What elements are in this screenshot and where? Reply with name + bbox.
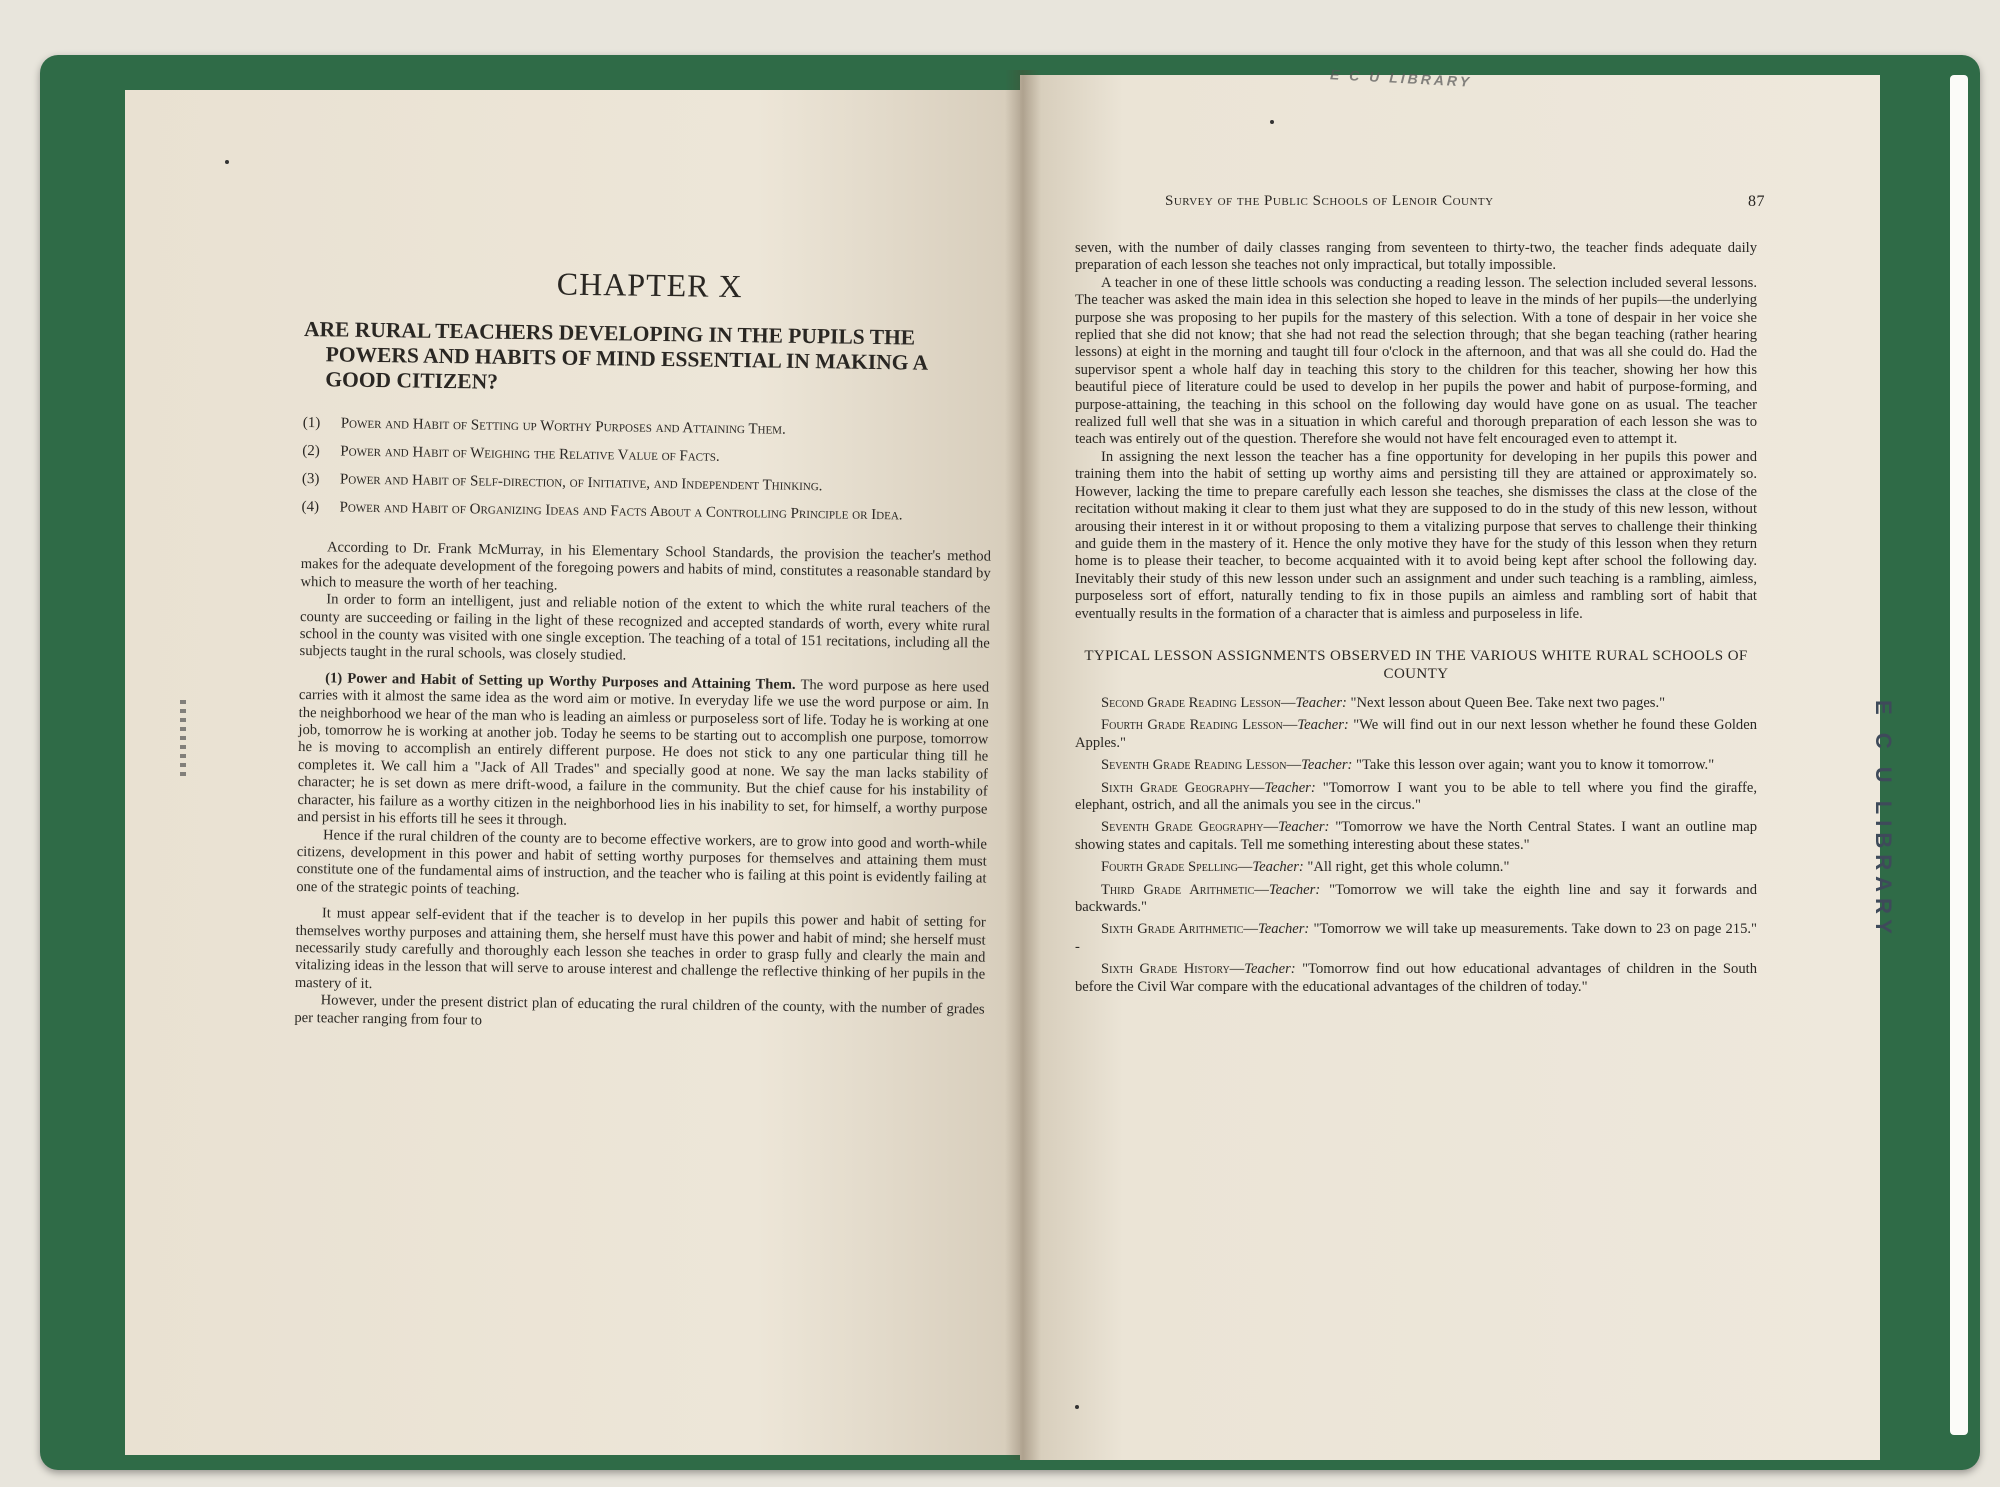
assignment-item: Third Grade Arithmetic—Teacher: "Tomorrow we will take the eighth line and say it forwards and backwards." [1075,881,1757,915]
assignment-item: Sixth Grade Geography—Teacher: "Tomorrow I want you to be able to tell where you find the giraffe, elephant, ostrich, and all the animals you see in the circus." [1075,779,1757,813]
assignment-item: Seventh Grade Reading Lesson—Teacher: "Take this lesson over again; want you to know it tomorrow." [1101,757,1715,774]
running-head [1165,193,1765,211]
running-head-title: Survey of the Public Schools of Lenoir County [1165,193,1494,209]
right-page-text [1075,240,1757,1001]
paragraph: In order to form an intelligent, just and reliable notion of the extent to which the white rural teachers of the county are succeeding or failing in the light of these recognized and accepted standards of worth, every white rural school in the county was visited with one single exception. The teaching of a total of 151 recitations, including all the subjects taught in the rural schools, was closely studied. [299,591,991,664]
library-stamp-top: E C U LIBRARY [1329,66,1473,90]
assignment-item: Sixth Grade Arithmetic—Teacher: "Tomorrow we will take up measurements. Take down to 23 on page 215." - [1075,921,1757,955]
speck [1270,120,1274,124]
paragraph: Hence if the rural children of the county are to become effective workers, are to grow into good and worth-while citizens, development in this power and habit of setting worthy purposes for themselves and attaining them must constitute one of the fundamental aims of instruction, and the teacher who is failing at this point is evidently failing at one of the strategic points of teaching. [296,826,988,898]
paragraph: seven, with the number of daily classes ranging from seventeen to thirty-two, the teacher finds adequate daily preparation of each lesson she teaches not only impractical, but totally impossible. [1075,240,1757,274]
paragraph: A teacher in one of these little schools was conducting a reading lesson. The selection included several lessons. The teacher was asked the main idea in this selection she hoped to leave in the minds of her pupils—the underlying purpose she was proposing to her pupils for the mastery of this selection. With a tone of despair in her voice she replied that she did not know; that she had not read the selection through; that she began teaching (rather hearing lessons) at eight in the morning and taught till four o'clock in the afternoon, and that was all she could do. Had the supervisor spent a whole half day in teaching this story to the children for this teacher, showing her how this beautiful piece of literature could be used to develop in her pupils the power and habit of purpose-forming, and purpose-attaining, the teaching in this school on the following day would have gone on as usual. The teacher realized full well that she was in a situation in which careful and thorough preparation of each lesson she was to teach was entirely out of the question. Therefore she would not have felt encouraged even to attempt it. [1075,274,1757,448]
speck [1075,1405,1079,1409]
library-stamp-spine: E C U LIBRARY [1871,700,1896,940]
speck [225,160,229,164]
paragraph: According to Dr. Frank McMurray, in his Elementary School Standards, the provision the teacher's method makes for the adequate development of the foregoing powers and habits of mind, constitutes a reasonable standard by which to measure the worth of her teaching. [300,539,992,594]
paragraph-section-1: (1) Power and Habit of Setting up Worthy Purposes and Attaining Them. The word purpose as here used carries with it almost the same idea as the word aim or motive. In everyday life we use the word purpose or aim. In the neighborhood we hear of the man who is leading an aimless or purposeless sort of life. Today he is working at one job, tomorrow he is working at another job. Today he seems to be starting out to accomplish one purpose, tomorrow he is moving to accomplish an entirely different purpose. He does not stick to any one particular thing till he completes it. We call him a "Jack of All Trades" and specially good at none. We say the man lacks stability of character; he is set down as mere drift-wood, a failure in the community. But the chief cause for his instability of character, his failure as a worthy citizen in the neighborhood lies in his inability to set, for himself, a worthy purpose and persist in his efforts till he sees it through. [297,670,990,829]
assignment-item: Seventh Grade Geography—Teacher: "Tomorrow we have the North Central States. I want an outline map showing states and capitals. Tell me something interesting about these states." [1075,819,1757,853]
paragraph: However, under the present district plan of educating the rural children of the county, with the number of grades per teacher ranging from four to [294,992,985,1029]
page-number: 87 [1748,193,1765,210]
left-page-text [294,262,995,1037]
paragraph: In assigning the next lesson the teacher has a fine opportunity for developing in her pupils this power and training them into the habit of setting up worthy aims and persisting till they are attained or approximately so. However, lacking the time to prepare carefully each lesson she teaches, she dismisses the class at the close of the recitation without making it clear to them just what they are supposed to do in the study of this new lesson, without arousing their interest in it or without proposing to them a vitalizing purpose that serves to challenge their thinking and guide them in the mastery of it. Hence the only motive they have for the study of this lesson when they return home is to please their teacher, to become acquainted with it to avoid being kept after school the following day. Inevitably their study of this new lesson under such an assignment and under such teaching is a rambling, aimless, purposeless sort of effort, naturally tending to fix in those pupils an aimless and rambling sort of habit that eventually results in the formation of a character that is aimless and purposeless in life. [1075,448,1757,622]
principle-item: (1) Power and Habit of Setting up Worthy Purposes and Attaining Them. [302,414,786,438]
chapter-question: ARE RURAL TEACHERS DEVELOPING IN THE PUPILS THE POWERS AND HABITS OF MIND ESSENTIAL IN MAKING A GOOD CITIZEN? [303,316,928,394]
principle-item: (4) Power and Habit of Organizing Ideas and Facts About a Controlling Principle or Idea. [301,498,903,524]
principle-item: (2) Power and Habit of Weighing the Relative Value of Facts. [302,442,720,465]
paragraph: It must appear self-evident that if the teacher is to develop in her pupils this power and habit of setting for themselves worthy purposes and attaining them, she herself must have this power and habit of mind; she herself must necessarily study carefully and thoroughly each lesson she teaches in order to grasp fully and clearly the main and vitalizing ideas in the lesson that will serve to arouse interest and challenge the reflective thinking of her pupils in the mastery of it. [294,905,986,992]
assignment-item: Fourth Grade Spelling—Teacher: "All right, get this whole column." [1101,859,1510,876]
chapter-title: CHAPTER X [556,265,743,305]
assignment-item: Sixth Grade History—Teacher: "Tomorrow find out how educational advantages of children in the South before the Civil War compare with the educational advantages of the children of today." [1075,961,1757,995]
assignment-item: Fourth Grade Reading Lesson—Teacher: "We will find out in our next lesson whether he found these Golden Apples." [1075,717,1757,751]
assignment-item: Second Grade Reading Lesson—Teacher: "Next lesson about Queen Bee. Take next two pages." [1101,694,1666,711]
principles-list [301,414,992,527]
book-gutter [1005,70,1041,1460]
binding-stitches [180,700,186,780]
page-edges [1950,75,1968,1435]
principle-item: (3) Power and Habit of Self-direction, of Initiative, and Independent Thinking. [301,470,823,495]
section-heading: (1) Power and Habit of Setting up Worthy Purposes and Attaining Them. [325,670,796,693]
section-heading: TYPICAL LESSON ASSIGNMENTS OBSERVED IN THE VARIOUS WHITE RURAL SCHOOLS OF COUNTY [1084,647,1748,682]
assignments-list [1075,695,1757,996]
